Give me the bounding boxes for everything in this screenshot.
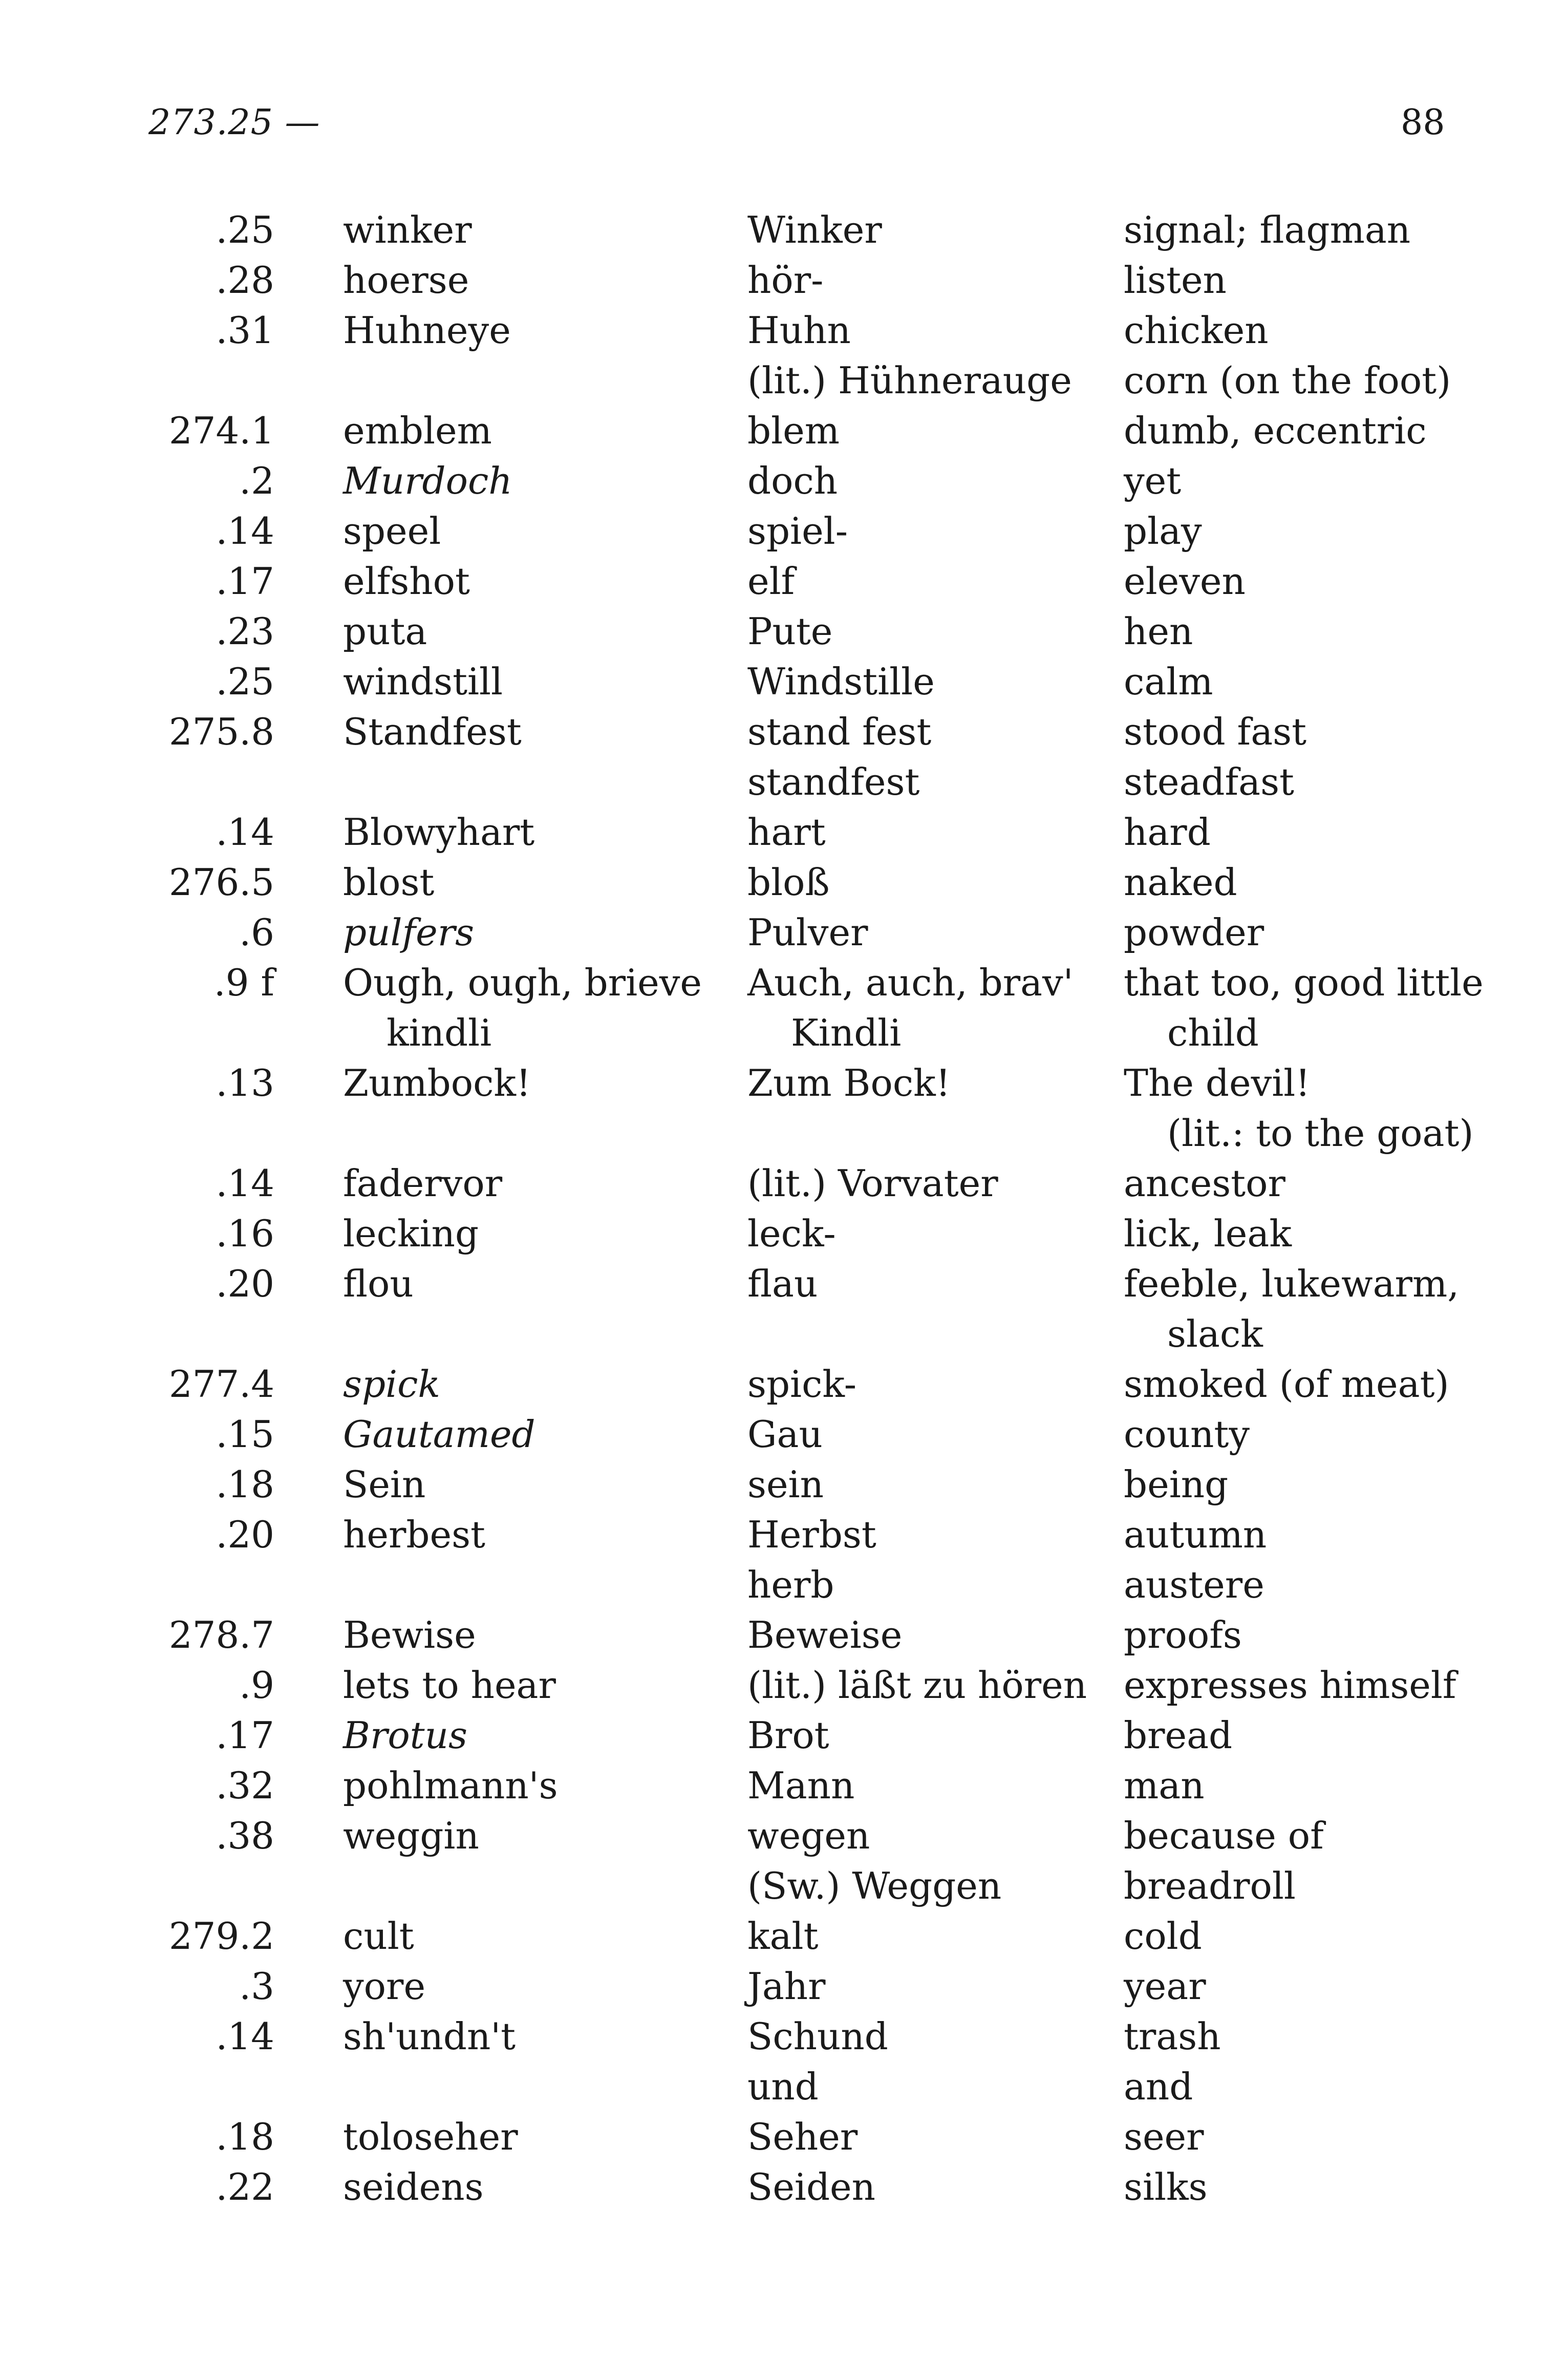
glossary-row	[0, 456, 1544, 506]
line-reference: .25	[216, 660, 274, 703]
source-term: toloseher	[343, 2115, 518, 2158]
glossary-row	[0, 355, 1544, 406]
source-term: hoerse	[343, 259, 469, 302]
source-term: flou	[343, 1262, 414, 1305]
line-reference: 279.2	[168, 1915, 274, 1958]
line-reference: .20	[216, 1513, 274, 1556]
glossary-row	[0, 506, 1544, 556]
german-equivalent: Winker	[747, 208, 882, 251]
source-term: speel	[343, 509, 441, 552]
english-gloss: that too, good little	[1124, 961, 1484, 1004]
source-term: Ough, ough, brieve	[343, 961, 702, 1004]
german-equivalent: sein	[747, 1463, 824, 1506]
german-equivalent: wegen	[747, 1814, 870, 1857]
english-gloss: yet	[1124, 459, 1182, 502]
glossary-row	[0, 2062, 1544, 2112]
german-equivalent: Schund	[747, 2015, 888, 2058]
source-term: pohlmann's	[343, 1764, 558, 1807]
english-gloss: because of	[1124, 1814, 1324, 1857]
source-term: windstill	[343, 660, 503, 703]
glossary-row	[0, 255, 1544, 305]
german-equivalent: Gau	[747, 1413, 823, 1456]
german-equivalent: Kindli	[791, 1011, 902, 1054]
english-gloss: cold	[1124, 1915, 1202, 1958]
line-reference: .28	[216, 259, 274, 302]
line-reference: .17	[216, 560, 274, 603]
german-equivalent: (lit.) läßt zu hören	[747, 1664, 1087, 1707]
glossary-row	[0, 1158, 1544, 1208]
line-reference: .38	[216, 1814, 274, 1857]
english-gloss: man	[1124, 1764, 1205, 1807]
glossary-row	[0, 857, 1544, 907]
german-equivalent: Huhn	[747, 309, 851, 352]
glossary-row	[0, 1409, 1544, 1459]
glossary-row	[0, 1510, 1544, 1560]
line-reference: .17	[216, 1714, 274, 1757]
english-gloss: being	[1124, 1463, 1229, 1506]
german-equivalent: Windstille	[747, 660, 935, 703]
german-equivalent: Seiden	[747, 2165, 876, 2208]
source-term: winker	[343, 208, 472, 251]
german-equivalent: Brot	[747, 1714, 829, 1757]
line-reference: .23	[216, 610, 274, 653]
glossary-table	[0, 205, 1544, 2212]
german-equivalent: Beweise	[747, 1613, 903, 1656]
english-gloss: corn (on the foot)	[1124, 359, 1451, 402]
source-term: pulfers	[343, 911, 475, 954]
line-reference: 275.8	[168, 710, 274, 753]
english-gloss: slack	[1167, 1312, 1263, 1355]
line-reference: .14	[216, 1162, 274, 1205]
english-gloss: lick, leak	[1124, 1212, 1292, 1255]
german-equivalent: hart	[747, 811, 826, 854]
glossary-row	[0, 1660, 1544, 1710]
glossary-row	[0, 1259, 1544, 1309]
glossary-row	[0, 1309, 1544, 1359]
source-term: seidens	[343, 2165, 484, 2208]
source-term: cult	[343, 1915, 414, 1958]
english-gloss: stood fast	[1124, 710, 1307, 753]
line-reference: .32	[216, 1764, 274, 1807]
english-gloss: dumb, eccentric	[1124, 409, 1427, 452]
line-reference: .3	[239, 1965, 274, 2008]
source-term: elfshot	[343, 560, 470, 603]
glossary-row	[0, 305, 1544, 355]
glossary-row	[0, 757, 1544, 807]
german-equivalent: Seher	[747, 2115, 858, 2158]
line-reference: 277.4	[168, 1363, 274, 1406]
german-equivalent: Pute	[747, 610, 833, 653]
glossary-row	[0, 1760, 1544, 1811]
english-gloss: austere	[1124, 1563, 1264, 1606]
source-term: Bewise	[343, 1613, 476, 1656]
glossary-row	[0, 1610, 1544, 1660]
line-reference: .20	[216, 1262, 274, 1305]
english-gloss: signal; flagman	[1124, 208, 1411, 251]
line-reference: .9 f	[213, 961, 274, 1004]
glossary-row	[0, 1911, 1544, 1961]
german-equivalent: doch	[747, 459, 838, 502]
source-term: kindli	[387, 1011, 492, 1054]
source-term: herbest	[343, 1513, 485, 1556]
line-reference: .14	[216, 2015, 274, 2058]
english-gloss: play	[1124, 509, 1202, 552]
english-gloss: and	[1124, 2065, 1193, 2108]
english-gloss: ancestor	[1124, 1162, 1285, 1205]
source-term: spick	[343, 1363, 441, 1406]
glossary-row	[0, 958, 1544, 1008]
english-gloss: naked	[1124, 861, 1237, 904]
glossary-row	[0, 707, 1544, 757]
source-term: Gautamed	[343, 1413, 535, 1456]
english-gloss: hard	[1124, 811, 1211, 854]
glossary-row	[0, 1961, 1544, 2011]
german-equivalent: spick-	[747, 1363, 857, 1406]
english-gloss: hen	[1124, 610, 1193, 653]
german-equivalent: blem	[747, 409, 840, 452]
source-term: Zumbock!	[343, 1061, 531, 1104]
glossary-row	[0, 1811, 1544, 1861]
line-reference: 278.7	[168, 1613, 274, 1656]
glossary-row	[0, 1008, 1544, 1058]
english-gloss: proofs	[1124, 1613, 1242, 1656]
glossary-row	[0, 1058, 1544, 1108]
german-equivalent: (lit.) Vorvater	[747, 1162, 998, 1205]
running-head: 273.25 —	[148, 102, 320, 143]
german-equivalent: bloß	[747, 861, 830, 904]
glossary-row	[0, 1861, 1544, 1911]
glossary-row	[0, 1710, 1544, 1760]
source-term: yore	[343, 1965, 426, 2008]
line-reference: .25	[216, 208, 274, 251]
english-gloss: county	[1124, 1413, 1250, 1456]
german-equivalent: standfest	[747, 760, 920, 803]
glossary-row	[0, 606, 1544, 656]
line-reference: .14	[216, 811, 274, 854]
german-equivalent: flau	[747, 1262, 818, 1305]
german-equivalent: Mann	[747, 1764, 855, 1807]
english-gloss: eleven	[1124, 560, 1246, 603]
source-term: blost	[343, 861, 435, 904]
german-equivalent: hör-	[747, 259, 824, 302]
german-equivalent: (lit.) Hühnerauge	[747, 359, 1072, 402]
glossary-row	[0, 1108, 1544, 1158]
source-term: lecking	[343, 1212, 479, 1255]
page-number: 88	[1401, 102, 1445, 143]
german-equivalent: und	[747, 2065, 819, 2108]
german-equivalent: (Sw.) Weggen	[747, 1864, 1002, 1907]
english-gloss: expresses himself	[1124, 1664, 1456, 1707]
glossary-row	[0, 2162, 1544, 2212]
glossary-row	[0, 2112, 1544, 2162]
english-gloss: chicken	[1124, 309, 1269, 352]
source-term: lets to hear	[343, 1664, 556, 1707]
source-term: emblem	[343, 409, 492, 452]
source-term: weggin	[343, 1814, 479, 1857]
german-equivalent: stand fest	[747, 710, 932, 753]
glossary-row	[0, 1208, 1544, 1259]
glossary-row	[0, 556, 1544, 606]
glossary-row	[0, 1459, 1544, 1510]
line-reference: 276.5	[168, 861, 274, 904]
line-reference: .14	[216, 509, 274, 552]
line-reference: .18	[216, 1463, 274, 1506]
german-equivalent: Jahr	[747, 1965, 826, 2008]
english-gloss: silks	[1124, 2165, 1208, 2208]
glossary-row	[0, 656, 1544, 707]
english-gloss: year	[1124, 1965, 1206, 2008]
glossary-row	[0, 205, 1544, 255]
german-equivalent: Herbst	[747, 1513, 876, 1556]
english-gloss: breadroll	[1124, 1864, 1296, 1907]
glossary-row	[0, 1359, 1544, 1409]
line-reference: .22	[216, 2165, 274, 2208]
english-gloss: listen	[1124, 259, 1227, 302]
source-term: fadervor	[343, 1162, 503, 1205]
german-equivalent: spiel-	[747, 509, 848, 552]
english-gloss: calm	[1124, 660, 1213, 703]
source-term: Huhneye	[343, 309, 511, 352]
english-gloss: seer	[1124, 2115, 1204, 2158]
german-equivalent: herb	[747, 1563, 834, 1606]
source-term: Standfest	[343, 710, 522, 753]
english-gloss: trash	[1124, 2015, 1221, 2058]
german-equivalent: leck-	[747, 1212, 836, 1255]
source-term: Brotus	[343, 1714, 467, 1757]
glossary-row	[0, 1560, 1544, 1610]
english-gloss: The devil!	[1124, 1061, 1311, 1104]
glossary-row	[0, 406, 1544, 456]
line-reference: 274.1	[168, 409, 274, 452]
line-reference: .9	[239, 1664, 274, 1707]
glossary-row	[0, 807, 1544, 857]
english-gloss: steadfast	[1124, 760, 1294, 803]
line-reference: .15	[216, 1413, 274, 1456]
source-term: sh'undn't	[343, 2015, 516, 2058]
english-gloss: powder	[1124, 911, 1264, 954]
english-gloss: autumn	[1124, 1513, 1267, 1556]
line-reference: .13	[216, 1061, 274, 1104]
source-term: puta	[343, 610, 427, 653]
english-gloss: bread	[1124, 1714, 1233, 1757]
english-gloss: feeble, lukewarm,	[1124, 1262, 1460, 1305]
english-gloss: smoked (of meat)	[1124, 1363, 1449, 1406]
german-equivalent: kalt	[747, 1915, 819, 1958]
line-reference: .2	[239, 459, 274, 502]
source-term: Murdoch	[343, 459, 512, 502]
line-reference: .6	[239, 911, 274, 954]
german-equivalent: Zum Bock!	[747, 1061, 951, 1104]
english-gloss: (lit.: to the goat)	[1167, 1112, 1474, 1155]
source-term: Sein	[343, 1463, 426, 1506]
german-equivalent: Pulver	[747, 911, 868, 954]
source-term: Blowyhart	[343, 811, 535, 854]
english-gloss: child	[1167, 1011, 1259, 1054]
line-reference: .18	[216, 2115, 274, 2158]
line-reference: .16	[216, 1212, 274, 1255]
german-equivalent: elf	[747, 560, 795, 603]
glossary-row	[0, 907, 1544, 958]
glossary-row	[0, 2011, 1544, 2062]
line-reference: .31	[216, 309, 274, 352]
german-equivalent: Auch, auch, brav'	[747, 961, 1074, 1004]
